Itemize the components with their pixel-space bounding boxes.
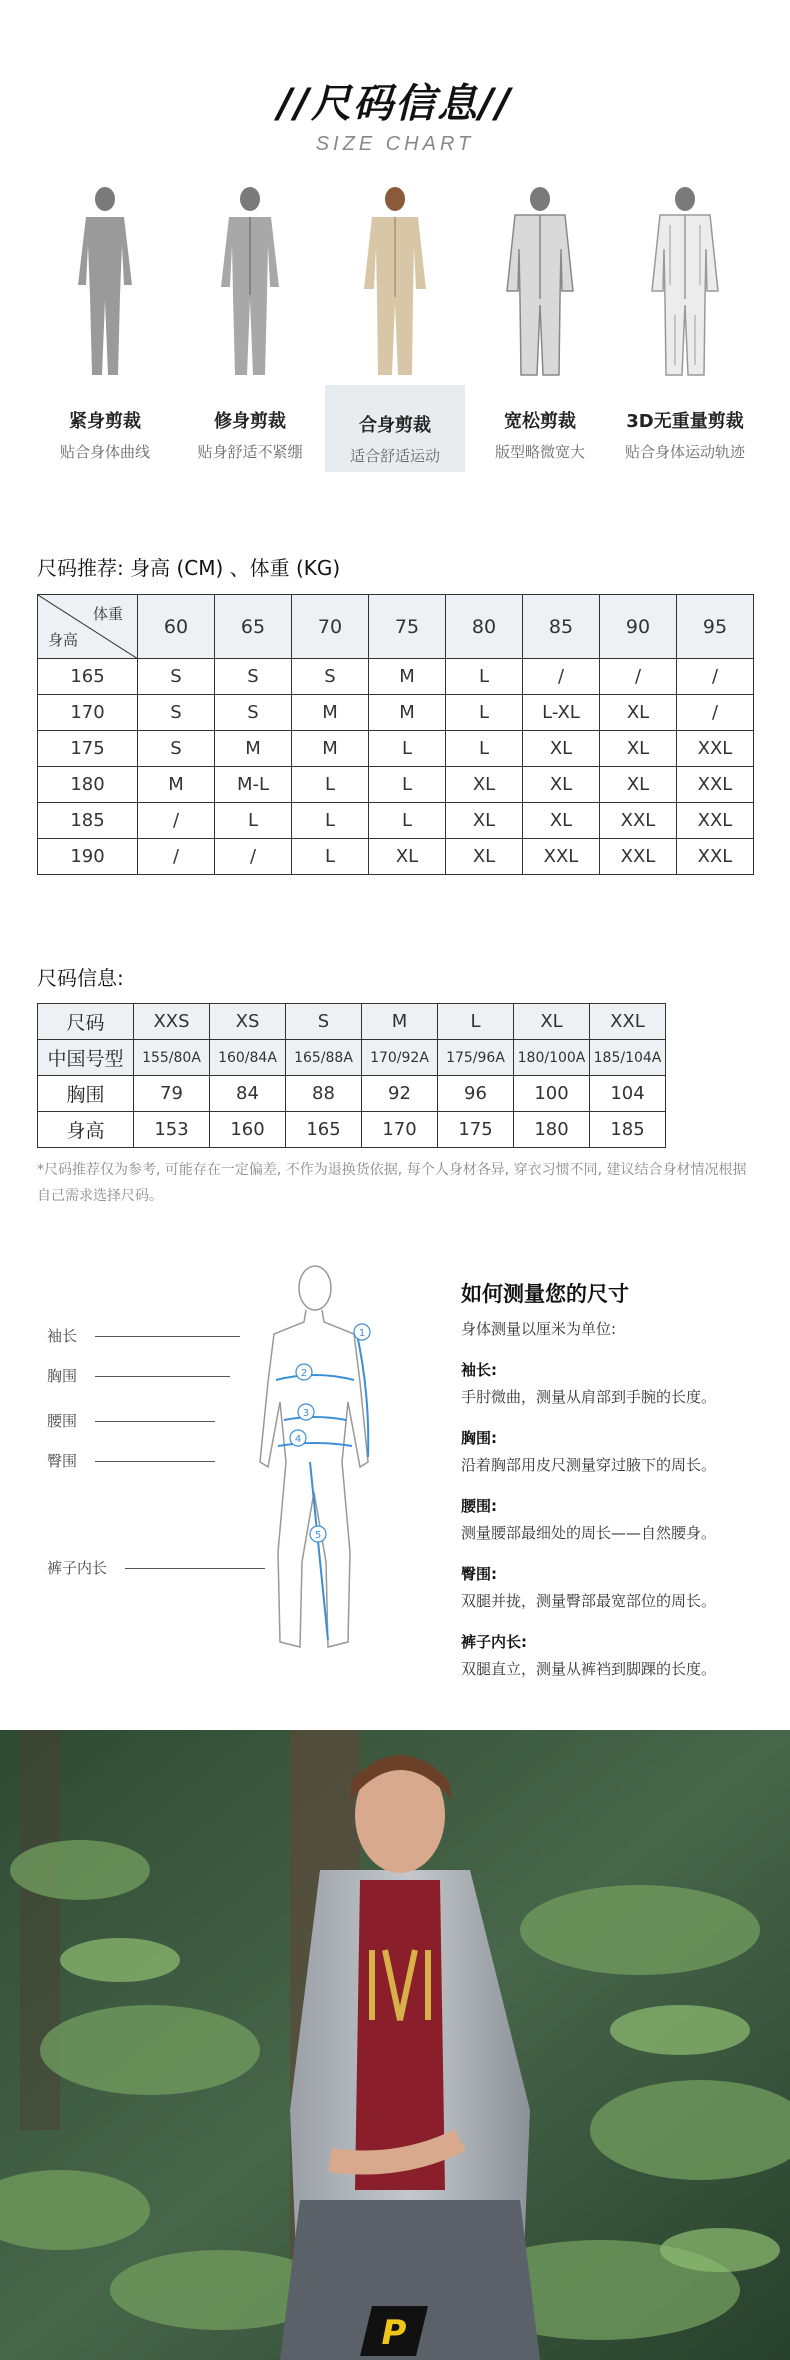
table-row (38, 803, 754, 839)
how-to-value: 双腿并拢，测量臀部最宽部位的周长。 (461, 1592, 717, 1610)
info-cell: 170 (362, 1112, 438, 1148)
measure-arrow (310, 1462, 328, 1640)
info-cell: S (286, 1004, 362, 1040)
size-cell: L (446, 731, 523, 767)
info-cell: L (438, 1004, 514, 1040)
weight-header: 65 (215, 595, 292, 659)
page-title: //尺码信息// (277, 81, 513, 127)
size-cell: S (138, 731, 215, 767)
measure-number: 2 (300, 1368, 308, 1379)
fit-label: 合身剪裁 (359, 415, 431, 436)
height-cell: 175 (38, 731, 138, 767)
info-cell: 180/100A (514, 1040, 590, 1076)
info-cell: 185 (590, 1112, 666, 1148)
row-label: 胸围 (38, 1076, 134, 1112)
table-corner-cell (38, 595, 138, 659)
size-cell: XXL (677, 839, 754, 875)
table-row (38, 1004, 666, 1040)
model-photo (0, 1730, 790, 2360)
table-row (38, 767, 754, 803)
page-subtitle: SIZE CHART (315, 133, 475, 155)
size-cell: M (215, 731, 292, 767)
size-cell: XXL (677, 767, 754, 803)
measure-number: 5 (314, 1530, 322, 1541)
measure-arrow (278, 1443, 352, 1446)
how-to-measure (461, 1278, 781, 1679)
size-cell: XL (600, 767, 677, 803)
fit-types (35, 185, 755, 485)
info-cell: M (362, 1004, 438, 1040)
size-cell: XL (600, 695, 677, 731)
measure-marks (276, 1324, 370, 1640)
mannequin-3d-icon (640, 185, 730, 385)
measure-label-sleeve: 袖长 (47, 1327, 78, 1345)
fit-type-slim (180, 185, 320, 485)
size-cell: L (369, 731, 446, 767)
info-cell: 175 (438, 1112, 514, 1148)
info-cell: 165/88A (286, 1040, 362, 1076)
size-cell: XXL (523, 839, 600, 875)
size-info-table-body (38, 1004, 666, 1148)
measure-line (95, 1336, 240, 1337)
how-to-key: 胸围: (461, 1429, 497, 1447)
size-cell: S (138, 695, 215, 731)
how-to-value: 沿着胸部用皮尺测量穿过腋下的周长。 (461, 1456, 717, 1474)
fit-description: 版型略微宽大 (494, 443, 585, 461)
size-cell: XL (523, 767, 600, 803)
how-to-key: 腰围: (461, 1497, 497, 1515)
size-cell: L-XL (523, 695, 600, 731)
size-cell: S (215, 659, 292, 695)
body-outline-figure (240, 1262, 400, 1652)
measure-label-inseam: 裤子内长 (47, 1559, 108, 1577)
how-to-title: 如何测量您的尺寸 (461, 1282, 629, 1306)
measure-label-waist: 腰围 (47, 1412, 78, 1430)
info-cell: 153 (134, 1112, 210, 1148)
info-cell: 79 (134, 1076, 210, 1112)
size-info-title: 尺码信息: (37, 966, 124, 990)
info-cell: 104 (590, 1076, 666, 1112)
size-cell: / (138, 803, 215, 839)
size-cell: L (446, 695, 523, 731)
height-cell: 170 (38, 695, 138, 731)
size-cell: XXL (600, 839, 677, 875)
mannequin-loose-icon (495, 185, 585, 385)
fit-label: 修身剪裁 (214, 411, 286, 432)
info-cell: 175/96A (438, 1040, 514, 1076)
row-label: 身高 (38, 1112, 134, 1148)
size-cell: M (369, 695, 446, 731)
info-cell: 100 (514, 1076, 590, 1112)
info-cell: 88 (286, 1076, 362, 1112)
measure-arrow (284, 1417, 346, 1420)
size-cell: XL (446, 767, 523, 803)
recommend-table-body (38, 659, 754, 875)
measure-line (95, 1461, 215, 1462)
size-cell: / (677, 695, 754, 731)
measure-arrow (276, 1375, 354, 1380)
table-row (38, 1112, 666, 1148)
table-row (38, 695, 754, 731)
weight-header: 70 (292, 595, 369, 659)
size-cell: XXL (600, 803, 677, 839)
measure-number: 1 (358, 1328, 366, 1339)
size-cell: XL (369, 839, 446, 875)
size-cell: XL (523, 731, 600, 767)
mannequin-tight-icon (60, 185, 150, 385)
weight-header: 75 (369, 595, 446, 659)
row-label: 中国号型 (38, 1040, 134, 1076)
info-cell: XXL (590, 1004, 666, 1040)
size-cell: XXL (677, 731, 754, 767)
weight-header: 85 (523, 595, 600, 659)
how-to-key: 臀围: (461, 1565, 497, 1583)
table-row (38, 731, 754, 767)
how-to-value: 手肘微曲，测量从肩部到手腕的长度。 (461, 1388, 717, 1406)
size-cell: XL (446, 803, 523, 839)
fit-label: 3D无重量剪裁 (626, 411, 744, 432)
size-cell: / (523, 659, 600, 695)
row-label: 尺码 (38, 1004, 134, 1040)
how-to-value: 测量腰部最细处的周长——自然腰身。 (461, 1524, 717, 1542)
info-cell: 92 (362, 1076, 438, 1112)
size-cell: XL (446, 839, 523, 875)
mannequin-slim-icon (205, 185, 295, 385)
logo-letter: P (381, 2313, 407, 2353)
measure-label-hip: 臀围 (47, 1452, 78, 1470)
size-cell: L (292, 803, 369, 839)
brand-logo-icon (360, 2306, 428, 2356)
how-to-item (461, 1495, 781, 1543)
size-cell: / (677, 659, 754, 695)
how-to-value: 双腿直立，测量从裤裆到脚踝的长度。 (461, 1660, 717, 1678)
size-cell: M (292, 731, 369, 767)
how-to-key: 裤子内长: (461, 1633, 527, 1651)
size-chart-header (0, 72, 790, 156)
table-row (38, 839, 754, 875)
measure-line (95, 1421, 215, 1422)
size-cell: L (369, 803, 446, 839)
size-cell: M (138, 767, 215, 803)
size-cell: XXL (677, 803, 754, 839)
size-note: *尺码推荐仅为参考, 可能存在一定偏差, 不作为退换货依据, 每个人身材各异, 穿衣习惯不同, 建议结合身材情况根据自己需求选择尺码。 (37, 1162, 747, 1204)
how-to-item (461, 1359, 781, 1407)
fit-description: 贴合身体运动轨迹 (624, 443, 745, 461)
size-info-table (37, 1003, 666, 1148)
how-to-item (461, 1427, 781, 1475)
fit-label: 紧身剪裁 (69, 411, 141, 432)
size-cell: S (215, 695, 292, 731)
info-cell: 84 (210, 1076, 286, 1112)
how-to-item (461, 1563, 781, 1611)
size-cell: M-L (215, 767, 292, 803)
size-cell: L (446, 659, 523, 695)
measure-number: 3 (302, 1408, 310, 1419)
info-cell: 96 (438, 1076, 514, 1112)
info-cell: 180 (514, 1112, 590, 1148)
weight-header: 80 (446, 595, 523, 659)
size-cell: S (138, 659, 215, 695)
info-cell: XXS (134, 1004, 210, 1040)
fit-description: 适合舒适运动 (349, 447, 440, 465)
info-cell: XS (210, 1004, 286, 1040)
info-cell: 155/80A (134, 1040, 210, 1076)
info-cell: XL (514, 1004, 590, 1040)
measure-number: 4 (294, 1434, 302, 1445)
size-cell: XL (600, 731, 677, 767)
table-row (38, 1040, 666, 1076)
fit-type-regular (325, 185, 465, 485)
size-cell: L (215, 803, 292, 839)
fit-type-tight (35, 185, 175, 485)
weight-header: 95 (677, 595, 754, 659)
corner-weight-label: 体重 (92, 605, 123, 623)
size-cell: S (292, 659, 369, 695)
how-to-item (461, 1631, 781, 1679)
size-cell: / (215, 839, 292, 875)
height-cell: 185 (38, 803, 138, 839)
size-cell: XL (523, 803, 600, 839)
forest-model-image (0, 1730, 790, 2360)
fit-type-3d (615, 185, 755, 485)
size-cell: M (292, 695, 369, 731)
size-cell: L (292, 839, 369, 875)
fit-type-loose (470, 185, 610, 485)
size-cell: / (600, 659, 677, 695)
size-cell: L (369, 767, 446, 803)
height-cell: 180 (38, 767, 138, 803)
how-to-subtitle: 身体测量以厘米为单位: (461, 1320, 617, 1338)
mannequin-regular-icon (350, 185, 440, 385)
weight-header: 90 (600, 595, 677, 659)
info-cell: 165 (286, 1112, 362, 1148)
fit-label: 宽松剪裁 (504, 411, 576, 432)
info-cell: 170/92A (362, 1040, 438, 1076)
info-cell: 160 (210, 1112, 286, 1148)
fit-description: 贴身舒适不紧绷 (197, 443, 303, 461)
recommend-title: 尺码推荐: 身高 (CM) 、体重 (KG) (37, 556, 341, 580)
size-cell: L (292, 767, 369, 803)
size-recommend-table (37, 594, 754, 875)
table-row (38, 659, 754, 695)
height-cell: 165 (38, 659, 138, 695)
size-cell: / (138, 839, 215, 875)
corner-height-label: 身高 (48, 631, 79, 649)
table-row (38, 1076, 666, 1112)
fit-description: 贴合身体曲线 (59, 443, 150, 461)
info-cell: 185/104A (590, 1040, 666, 1076)
info-cell: 160/84A (210, 1040, 286, 1076)
how-to-key: 袖长: (461, 1361, 497, 1379)
measure-arrow (356, 1330, 368, 1457)
size-cell: M (369, 659, 446, 695)
height-cell: 190 (38, 839, 138, 875)
measure-line (95, 1376, 230, 1377)
weight-header: 60 (138, 595, 215, 659)
measure-label-chest: 胸围 (47, 1367, 78, 1385)
